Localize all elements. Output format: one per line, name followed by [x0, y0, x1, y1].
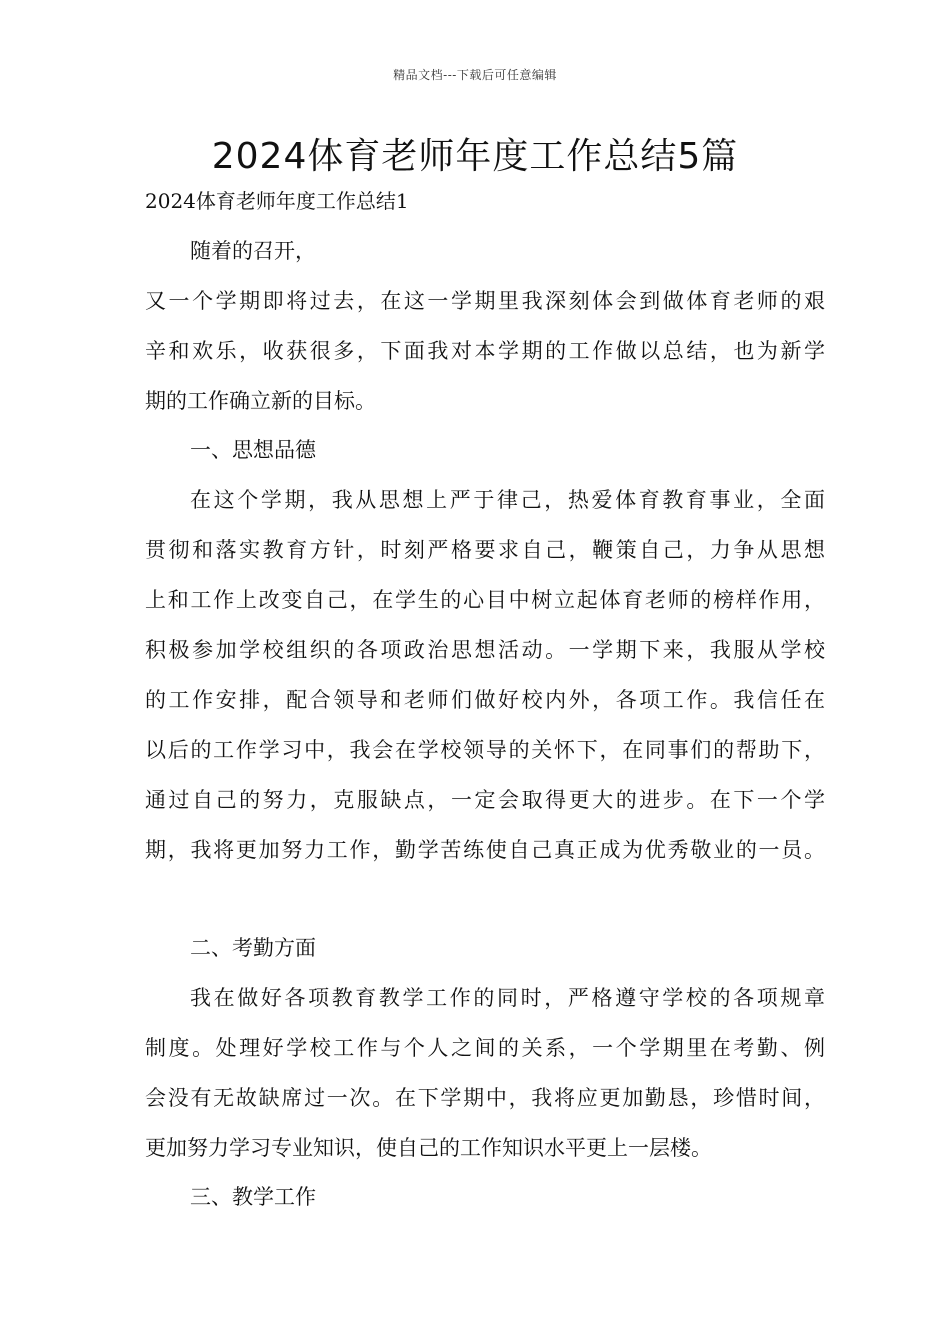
section1-heading: 一、思想品德	[190, 438, 316, 462]
document-title: 2024体育老师年度工作总结5篇	[211, 136, 739, 177]
section3-heading: 三、教学工作	[190, 1185, 316, 1209]
section1-line: 积极参加学校组织的各项政治思想活动。一学期下来，我服从学校	[145, 638, 825, 662]
intro-line: 随着的召开，	[190, 239, 316, 263]
section1-line: 期，我将更加努力工作，勤学苦练使自己真正成为优秀敬业的一员。	[145, 838, 825, 862]
section2-line: 制度。处理好学校工作与个人之间的关系，一个学期里在考勤、例	[145, 1036, 825, 1060]
section1-line: 的工作安排，配合领导和老师们做好校内外，各项工作。我信任在	[145, 688, 825, 712]
section-subtitle: 2024体育老师年度工作总结1	[145, 189, 409, 213]
intro-line: 辛和欢乐，收获很多，下面我对本学期的工作做以总结，也为新学	[145, 339, 825, 363]
section2-line: 会没有无故缺席过一次。在下学期中，我将应更加勤恳，珍惜时间，	[145, 1086, 825, 1110]
section1-line: 通过自己的努力，克服缺点，一定会取得更大的进步。在下一个学	[145, 788, 825, 812]
header-note: 精品文档---下载后可任意编辑	[393, 68, 557, 82]
intro-line: 又一个学期即将过去，在这一学期里我深刻体会到做体育老师的艰	[145, 289, 825, 313]
intro-line: 期的工作确立新的目标。	[145, 389, 376, 413]
section1-line: 贯彻和落实教育方针，时刻严格要求自己，鞭策自己，力争从思想	[145, 538, 825, 562]
section2-heading: 二、考勤方面	[190, 936, 316, 960]
section1-line: 以后的工作学习中，我会在学校领导的关怀下，在同事们的帮助下，	[145, 738, 825, 762]
section1-line: 在这个学期，我从思想上严于律己，热爱体育教育事业，全面	[190, 488, 825, 512]
section1-line: 上和工作上改变自己，在学生的心目中树立起体育老师的榜样作用，	[145, 588, 825, 612]
section2-line: 我在做好各项教育教学工作的同时，严格遵守学校的各项规章	[190, 986, 825, 1010]
section2-line: 更加努力学习专业知识，使自己的工作知识水平更上一层楼。	[145, 1136, 712, 1160]
